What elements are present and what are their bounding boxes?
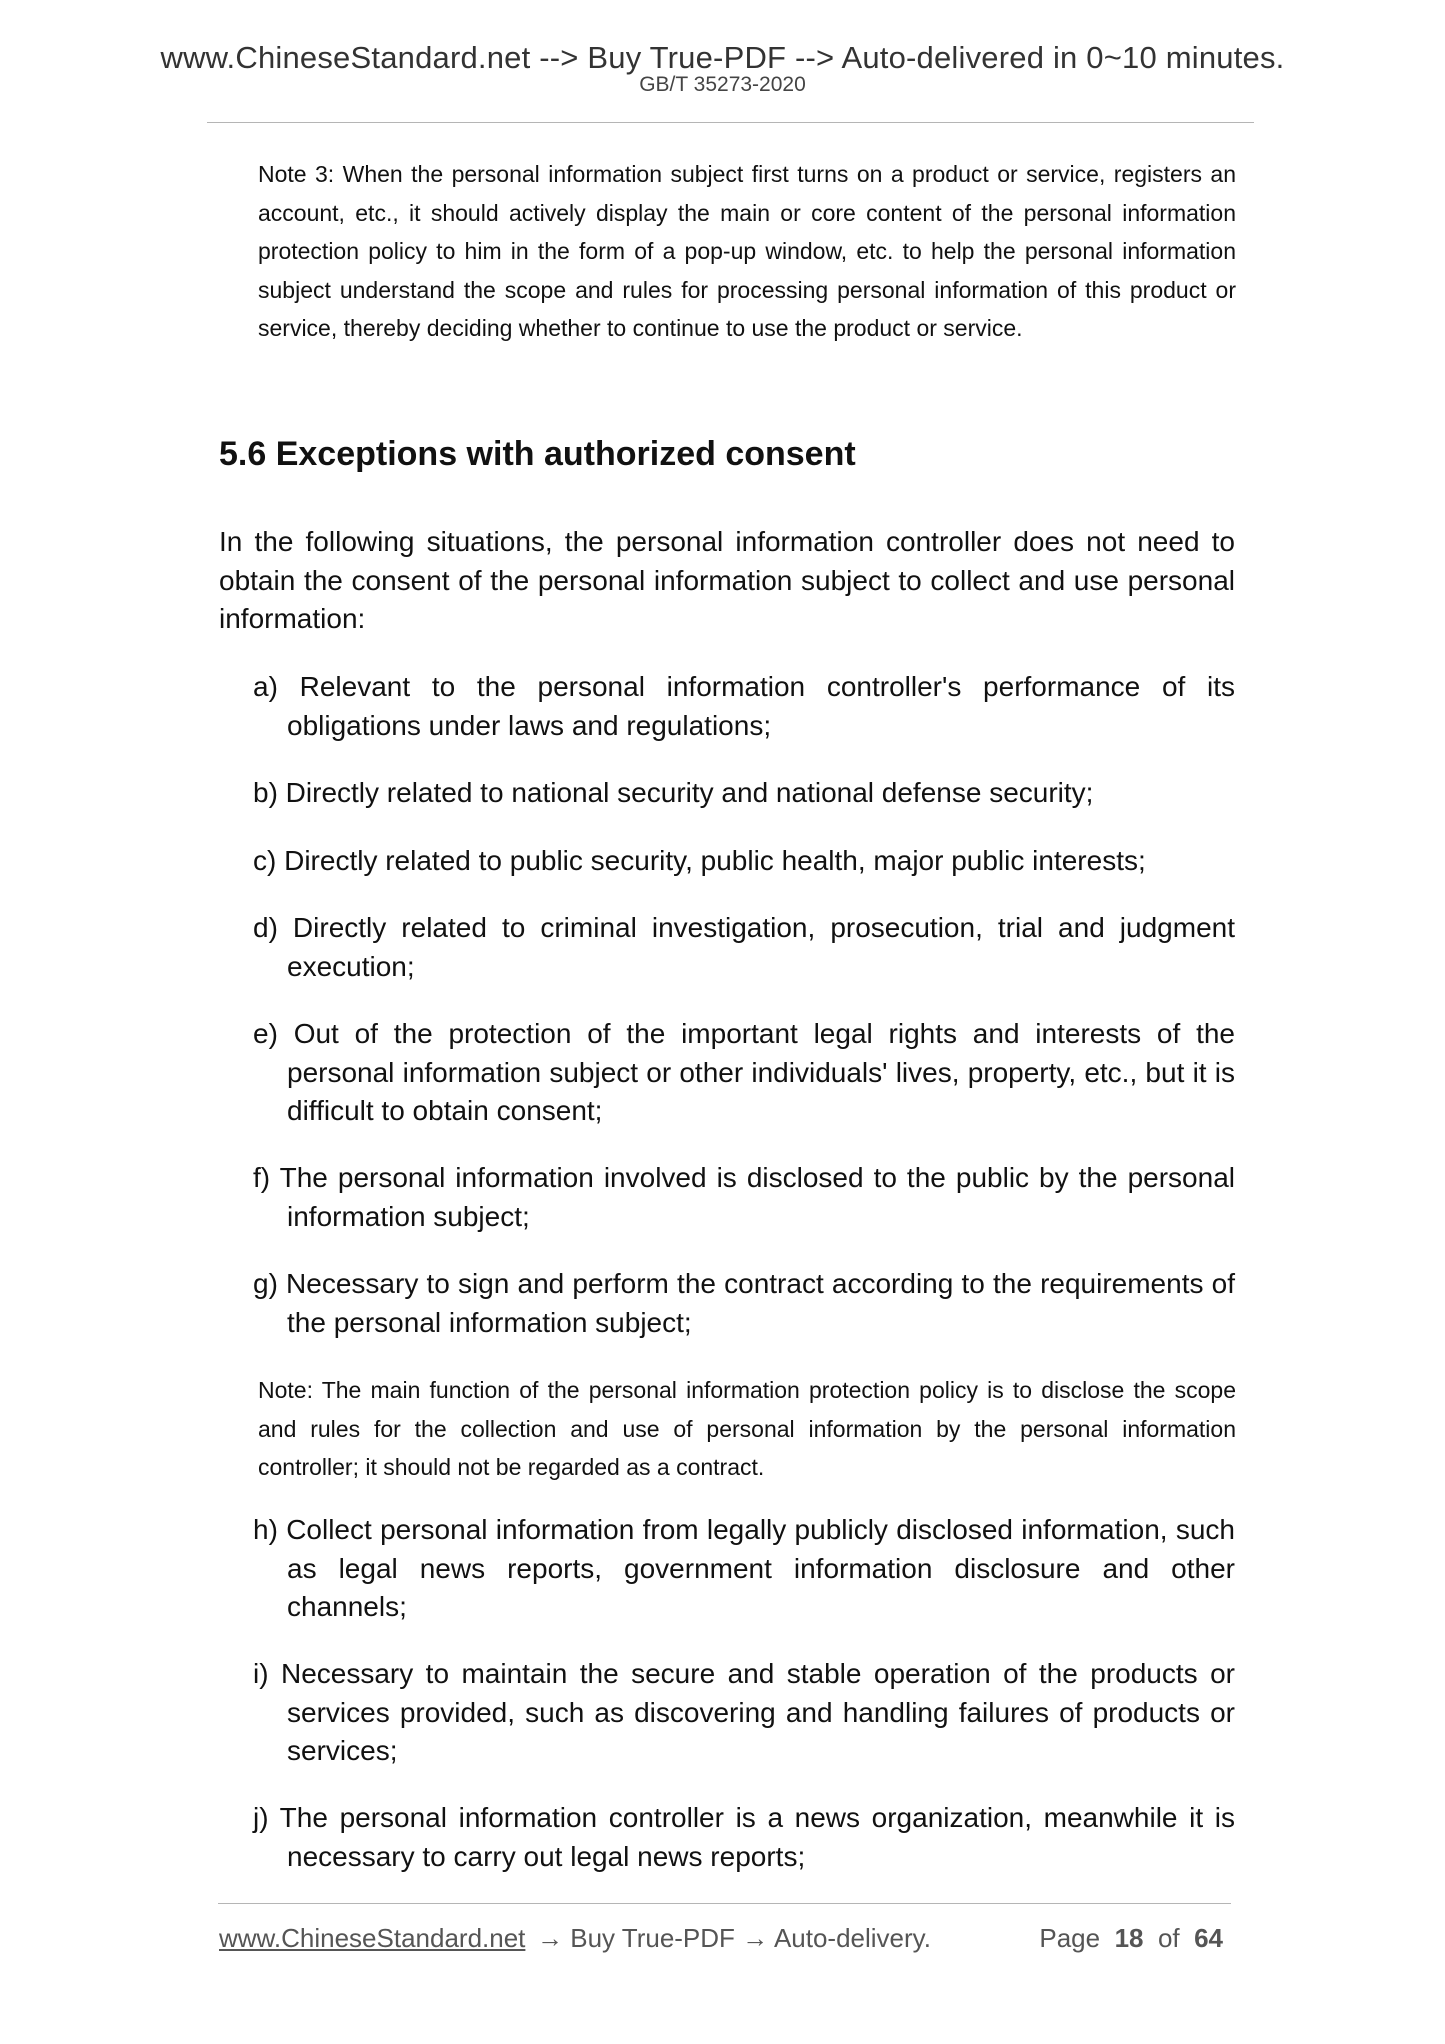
list-item: j) The personal information controller is a news organization, meanwhile it is necessary to carry out legal news reports;	[253, 1802, 1235, 1872]
site-banner: www.ChineseStandard.net --> Buy True-PDF --> Auto-delivered in 0~10 minutes.	[160, 40, 1285, 75]
list-item: e) Out of the protection of the important legal rights and interests of the personal information subject or other individuals' lives, property, etc., but it is difficult to obtain consent;	[253, 1018, 1235, 1126]
page-label: Page	[1039, 1923, 1101, 1953]
footer-divider	[218, 1903, 1231, 1904]
of-label: of	[1157, 1923, 1180, 1953]
list-item: d) Directly related to criminal investigation, prosecution, trial and judgment execution;	[253, 912, 1235, 982]
contract-note: Note: The main function of the personal information protection policy is to disclose the scope and rules for the collection and use of personal information by the personal information controller; it should not be regarded as a contract.	[258, 1377, 1236, 1480]
list-item: b) Directly related to national security and national defense security;	[253, 777, 1094, 808]
list-item: c) Directly related to public security, public health, major public interests;	[253, 845, 1146, 876]
list-item: h) Collect personal information from legally publicly disclosed information, such as legal news reports, government information disclosure and other channels;	[253, 1514, 1235, 1622]
standard-code: GB/T 35273-2020	[639, 73, 806, 96]
page-total: 64	[1194, 1923, 1223, 1953]
intro-paragraph: In the following situations, the personal information controller does not need to obtain the consent of the personal information subject to collect and use personal information:	[219, 526, 1235, 634]
list-item: i) Necessary to maintain the secure and stable operation of the products or services provided, such as discovering and handling failures of products or services;	[253, 1658, 1235, 1766]
section-heading: 5.6 Exceptions with authorized consent	[219, 435, 856, 473]
note-paragraph: Note 3: When the personal information subject first turns on a product or service, registers an account, etc., it should actively display the main or core content of the personal information protection policy to him in the form of a pop-up window, etc. to help the personal information subject understand the scope and rules for processing personal information of this product or service, thereby deciding whether to continue to use the product or service.	[258, 161, 1236, 341]
header-divider	[207, 122, 1254, 123]
page-indicator	[1039, 1920, 1223, 1956]
list-item: f) The personal information involved is disclosed to the public by the personal information subject;	[253, 1162, 1235, 1232]
list-item: g) Necessary to sign and perform the contract according to the requirements of the personal information subject;	[253, 1268, 1235, 1338]
footer-tagline: → Buy True-PDF → Auto-delivery.	[537, 1923, 931, 1953]
list-item: a) Relevant to the personal information controller's performance of its obligations under laws and regulations;	[253, 671, 1235, 741]
footer-site-link[interactable]: www.ChineseStandard.net	[219, 1923, 526, 1953]
page-number: 18	[1114, 1923, 1144, 1953]
page-footer	[219, 1920, 1231, 1956]
